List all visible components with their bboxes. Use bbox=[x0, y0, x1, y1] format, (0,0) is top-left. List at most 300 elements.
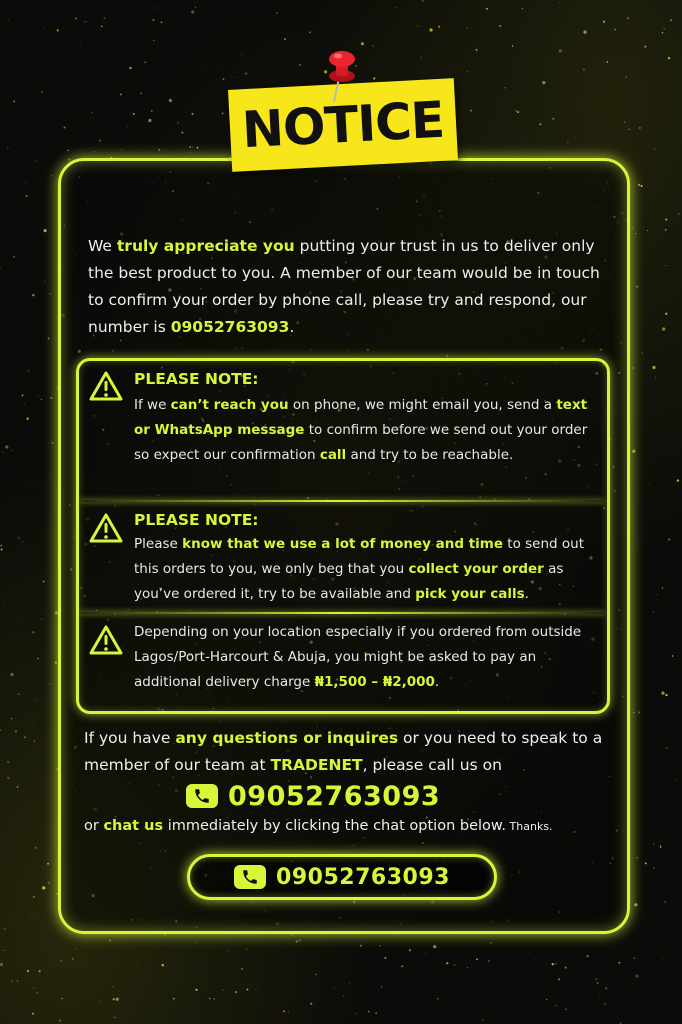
sparkle-dot bbox=[222, 113, 223, 114]
sparkle-dot bbox=[583, 68, 585, 70]
sparkle-dot bbox=[241, 54, 242, 55]
sparkle-dot bbox=[653, 844, 655, 846]
sparkle-dot bbox=[636, 857, 638, 859]
sparkle-dot bbox=[653, 611, 654, 612]
sparkle-dot bbox=[169, 99, 172, 102]
sparkle-dot bbox=[241, 968, 243, 970]
sparkle-dot bbox=[437, 998, 439, 1000]
sparkle-dot bbox=[41, 399, 43, 401]
sparkle-dot bbox=[639, 58, 640, 59]
sparkle-dot bbox=[627, 17, 629, 19]
sparkle-dot bbox=[678, 213, 680, 215]
call-button[interactable] bbox=[187, 854, 497, 900]
sparkle-dot bbox=[227, 950, 228, 951]
sparkle-dot bbox=[558, 978, 560, 980]
phone-icon bbox=[234, 865, 266, 889]
sparkle-dot bbox=[0, 544, 2, 546]
sparkle-dot bbox=[425, 953, 426, 954]
sparkle-dot bbox=[599, 996, 600, 997]
sparkle-dot bbox=[237, 77, 238, 78]
sparkle-dot bbox=[8, 20, 9, 21]
warning-icon bbox=[88, 370, 124, 402]
sparkle-dot bbox=[467, 967, 468, 968]
sparkle-dot bbox=[1, 548, 3, 550]
sparkle-dot bbox=[596, 978, 598, 980]
sparkle-dot bbox=[504, 87, 506, 89]
sparkle-dot bbox=[37, 658, 38, 659]
sparkle-dot bbox=[55, 662, 57, 664]
sparkle-dot bbox=[666, 747, 668, 749]
sparkle-dot bbox=[181, 132, 183, 134]
sparkle-dot bbox=[4, 928, 6, 930]
sparkle-dot bbox=[0, 730, 1, 732]
sparkle-dot bbox=[109, 939, 111, 941]
sparkle-dot bbox=[48, 337, 50, 339]
intro-paragraph: We truly appreciate you putting your trust in us to deliver only the best product to you. A member of our team would be in touch to confirm your order by phone call, please try and respond, our number is 09052763093. bbox=[88, 237, 600, 336]
sparkle-dot bbox=[634, 903, 637, 906]
sparkle-dot bbox=[18, 537, 19, 538]
sparkle-dot bbox=[112, 986, 114, 988]
sparkle-dot bbox=[368, 1011, 370, 1013]
note-body: If we can’t reach you on phone, we might email you, send a text or WhatsApp message to confirm before we send out your order so expect our confirmation call and try to be reachable. bbox=[134, 397, 588, 463]
sparkle-dot bbox=[195, 941, 197, 943]
sparkle-dot bbox=[355, 1013, 356, 1014]
sparkle-dot bbox=[214, 998, 215, 999]
note-body: Depending on your location especially if you ordered from outside Lagos/Port-Harcourt & Abuja, you might be asked to pay an additional delivery charge ₦1,500 – ₦2,000. bbox=[134, 624, 582, 690]
sparkle-dot bbox=[660, 846, 662, 848]
sparkle-dot bbox=[430, 28, 433, 31]
sparkle-dot bbox=[299, 64, 301, 66]
sparkle-dot bbox=[644, 46, 646, 48]
sparkle-dot bbox=[7, 761, 8, 762]
sparkle-dot bbox=[315, 80, 316, 81]
sparkle-dot bbox=[604, 1003, 606, 1005]
sparkle-dot bbox=[25, 182, 26, 183]
sparkle-dot bbox=[508, 77, 509, 78]
sparkle-dot bbox=[59, 1020, 61, 1022]
call-phone-link[interactable] bbox=[186, 778, 440, 814]
sparkle-dot bbox=[34, 723, 35, 724]
sparkle-dot bbox=[556, 1005, 557, 1006]
sparkle-dot bbox=[499, 25, 501, 27]
sparkle-dot bbox=[38, 970, 40, 972]
sparkle-dot bbox=[31, 828, 32, 829]
sparkle-dot bbox=[298, 939, 300, 941]
sparkle-dot bbox=[546, 999, 547, 1000]
sparkle-dot bbox=[475, 952, 476, 953]
sparkle-dot bbox=[396, 7, 397, 8]
sparkle-dot bbox=[178, 122, 179, 123]
sparkle-dot bbox=[635, 975, 638, 978]
sparkle-dot bbox=[49, 293, 50, 294]
sparkle-dot bbox=[373, 77, 375, 79]
sparkle-dot bbox=[103, 17, 105, 19]
sparkle-dot bbox=[191, 113, 193, 115]
sparkle-dot bbox=[676, 780, 677, 781]
sparkle-dot bbox=[517, 111, 519, 113]
sparkle-dot bbox=[7, 147, 9, 149]
sparkle-dot bbox=[44, 280, 45, 281]
sparkle-dot bbox=[235, 991, 237, 993]
sparkle-dot bbox=[567, 142, 568, 143]
sparkle-dot bbox=[15, 730, 17, 732]
sparkle-dot bbox=[587, 955, 589, 957]
sparkle-dot bbox=[31, 487, 32, 488]
sparkle-dot bbox=[379, 945, 381, 947]
sparkle-dot bbox=[245, 72, 247, 74]
sparkle-dot bbox=[665, 229, 667, 231]
sparkle-dot bbox=[92, 112, 93, 113]
sparkle-dot bbox=[315, 974, 316, 975]
sparkle-dot bbox=[665, 901, 666, 902]
sparkle-dot bbox=[195, 7, 196, 8]
sparkle-dot bbox=[288, 1011, 289, 1012]
sparkle-dot bbox=[641, 185, 643, 187]
sparkle-dot bbox=[57, 29, 59, 31]
sparkle-dot bbox=[28, 370, 30, 372]
sparkle-dot bbox=[627, 967, 628, 968]
sparkle-dot bbox=[565, 1009, 566, 1010]
sparkle-dot bbox=[552, 118, 554, 120]
sparkle-dot bbox=[144, 61, 146, 63]
sparkle-dot bbox=[375, 1012, 377, 1014]
sparkle-dot bbox=[618, 962, 620, 964]
sparkle-dot bbox=[661, 818, 662, 819]
sparkle-dot bbox=[50, 397, 52, 399]
sparkle-dot bbox=[26, 195, 28, 197]
sparkle-dot bbox=[284, 38, 286, 40]
sparkle-dot bbox=[44, 27, 45, 28]
sparkle-dot bbox=[136, 960, 137, 961]
sparkle-dot bbox=[668, 57, 670, 59]
sparkle-dot bbox=[26, 418, 28, 420]
sparkle-dot bbox=[349, 983, 350, 984]
sparkle-dot bbox=[635, 233, 636, 234]
sparkle-dot bbox=[512, 45, 513, 46]
sparkle-dot bbox=[476, 49, 478, 51]
sparkle-dot bbox=[446, 962, 448, 964]
sparkle-dot bbox=[476, 958, 478, 960]
sparkle-dot bbox=[34, 847, 36, 849]
sparkle-dot bbox=[490, 942, 492, 944]
sparkle-dot bbox=[661, 692, 664, 695]
sparkle-dot bbox=[0, 963, 3, 966]
sparkle-dot bbox=[417, 25, 418, 26]
sparkle-dot bbox=[72, 958, 74, 960]
notice-title: NOTICE bbox=[240, 90, 446, 160]
sparkle-dot bbox=[222, 989, 224, 991]
sparkle-dot bbox=[597, 982, 599, 984]
note-title: PLEASE NOTE: bbox=[134, 511, 259, 529]
note-body: Please know that we use a lot of money and time to send out this orders to you, we only beg that you collect your order as you’ve ordered it, try to be available and pick your calls. bbox=[134, 536, 585, 602]
sparkle-dot bbox=[298, 990, 299, 991]
sparkle-dot bbox=[223, 78, 225, 80]
sparkle-dot bbox=[127, 126, 128, 127]
note-title: PLEASE NOTE: bbox=[134, 370, 259, 388]
sparkle-dot bbox=[401, 965, 403, 967]
sparkle-dot bbox=[614, 29, 616, 31]
warning-icon bbox=[88, 512, 124, 544]
sparkle-dot bbox=[161, 21, 163, 23]
sparkle-dot bbox=[638, 184, 640, 186]
sparkle-dot bbox=[2, 452, 3, 453]
sparkle-dot bbox=[99, 140, 101, 142]
sparkle-dot bbox=[663, 28, 665, 30]
sparkle-dot bbox=[672, 655, 674, 657]
sparkle-dot bbox=[284, 986, 285, 987]
sparkle-dot bbox=[13, 256, 15, 258]
sparkle-dot bbox=[665, 219, 667, 221]
sparkle-dot bbox=[482, 1019, 484, 1021]
sparkle-dot bbox=[632, 450, 635, 453]
sparkle-dot bbox=[3, 602, 4, 603]
sparkle-dot bbox=[639, 127, 641, 129]
sparkle-dot bbox=[652, 914, 653, 915]
sparkle-dot bbox=[94, 151, 95, 152]
sparkle-dot bbox=[652, 366, 655, 369]
sparkle-dot bbox=[41, 619, 42, 620]
sparkle-dot bbox=[381, 986, 382, 987]
intro-phone-number[interactable]: 09052763093 bbox=[170, 318, 290, 336]
notes-divider bbox=[80, 612, 604, 614]
sparkle-dot bbox=[662, 587, 664, 589]
sparkle-dot bbox=[49, 683, 51, 685]
sparkle-dot bbox=[24, 404, 25, 405]
sparkle-dot bbox=[679, 887, 680, 888]
sparkle-dot bbox=[656, 594, 657, 595]
sparkle-dot bbox=[641, 352, 643, 354]
sparkle-dot bbox=[11, 718, 12, 719]
call-button-label: 09052763093 bbox=[276, 864, 450, 890]
sparkle-dot bbox=[189, 146, 191, 148]
pushpin-icon bbox=[322, 48, 362, 108]
sparkle-dot bbox=[256, 990, 257, 991]
sparkle-dot bbox=[3, 241, 4, 242]
sparkle-dot bbox=[360, 945, 362, 947]
sparkle-dot bbox=[114, 1016, 116, 1018]
sparkle-dot bbox=[33, 896, 35, 898]
sparkle-dot bbox=[677, 479, 679, 481]
sparkle-dot bbox=[7, 777, 9, 779]
sparkle-dot bbox=[0, 267, 1, 268]
sparkle-dot bbox=[653, 867, 654, 868]
sparkle-dot bbox=[421, 57, 422, 58]
sparkle-dot bbox=[323, 968, 324, 969]
sparkle-dot bbox=[192, 146, 193, 147]
sparkle-dot bbox=[17, 980, 18, 981]
sparkle-dot bbox=[148, 119, 151, 122]
sparkle-dot bbox=[631, 228, 633, 230]
sparkle-dot bbox=[209, 998, 210, 999]
sparkle-dot bbox=[662, 327, 665, 330]
sparkle-dot bbox=[665, 695, 666, 696]
sparkle-dot bbox=[660, 845, 661, 846]
sparkle-dot bbox=[116, 998, 119, 1001]
sparkle-dot bbox=[522, 141, 523, 142]
sparkle-dot bbox=[662, 32, 664, 34]
sparkle-dot bbox=[190, 152, 191, 153]
sparkle-dot bbox=[60, 960, 62, 962]
sparkle-dot bbox=[288, 996, 289, 997]
sparkle-dot bbox=[38, 395, 39, 396]
sparkle-dot bbox=[41, 91, 43, 93]
sparkle-dot bbox=[63, 126, 65, 128]
sparkle-dot bbox=[296, 940, 298, 942]
sparkle-dot bbox=[37, 699, 38, 700]
sparkle-dot bbox=[466, 27, 468, 29]
sparkle-dot bbox=[438, 26, 440, 28]
sparkle-dot bbox=[647, 230, 648, 231]
chat-instructions: or chat us immediately by clicking the chat option below. Thanks. bbox=[84, 818, 553, 834]
sparkle-dot bbox=[310, 1003, 312, 1005]
sparkle-dot bbox=[99, 1001, 100, 1002]
sparkle-dot bbox=[12, 980, 14, 982]
sparkle-dot bbox=[333, 988, 334, 989]
sparkle-dot bbox=[670, 19, 672, 21]
sparkle-dot bbox=[649, 484, 650, 485]
sparkle-dot bbox=[11, 450, 12, 451]
sparkle-dot bbox=[634, 957, 636, 959]
sparkle-dot bbox=[48, 882, 50, 884]
sparkle-dot bbox=[632, 367, 634, 369]
sparkle-dot bbox=[409, 949, 411, 951]
sparkle-dot bbox=[372, 46, 373, 47]
sparkle-dot bbox=[343, 995, 344, 996]
notes-divider bbox=[80, 500, 604, 502]
phone-icon bbox=[186, 784, 218, 808]
sparkle-dot bbox=[583, 30, 586, 33]
sparkle-dot bbox=[86, 21, 87, 22]
sparkle-dot bbox=[470, 110, 472, 112]
sparkle-dot bbox=[486, 8, 488, 10]
sparkle-dot bbox=[361, 42, 364, 45]
sparkle-dot bbox=[677, 1009, 678, 1010]
phone-number: 09052763093 bbox=[228, 780, 441, 812]
sparkle-dot bbox=[68, 158, 70, 160]
sparkle-dot bbox=[522, 8, 523, 9]
sparkle-dot bbox=[645, 862, 647, 864]
sparkle-dot bbox=[654, 149, 655, 150]
sparkle-dot bbox=[246, 989, 248, 991]
sparkle-dot bbox=[624, 122, 625, 123]
sparkle-dot bbox=[206, 48, 207, 49]
sparkle-dot bbox=[67, 150, 68, 151]
sparkle-dot bbox=[121, 149, 122, 150]
sparkle-dot bbox=[43, 580, 45, 582]
sparkle-dot bbox=[17, 786, 19, 788]
sparkle-dot bbox=[552, 963, 554, 965]
sparkle-dot bbox=[113, 998, 115, 1000]
sparkle-dot bbox=[34, 741, 35, 742]
sparkle-dot bbox=[555, 963, 557, 965]
sparkle-dot bbox=[655, 377, 657, 379]
sparkle-dot bbox=[31, 919, 32, 920]
sparkle-dot bbox=[665, 694, 667, 696]
sparkle-dot bbox=[30, 450, 31, 451]
sparkle-dot bbox=[603, 21, 605, 23]
sparkle-dot bbox=[529, 952, 530, 953]
sparkle-dot bbox=[499, 45, 500, 46]
sparkle-dot bbox=[152, 19, 154, 21]
sparkle-dot bbox=[80, 42, 81, 43]
sparkle-dot bbox=[24, 736, 26, 738]
sparkle-dot bbox=[433, 945, 436, 948]
sparkle-dot bbox=[629, 129, 630, 130]
outro-paragraph: If you have any questions or inquires or you need to speak to a member of our team at TRADENET, please call us on bbox=[84, 729, 603, 774]
sparkle-dot bbox=[47, 863, 49, 865]
sparkle-dot bbox=[13, 100, 15, 102]
sparkle-dot bbox=[422, 0, 423, 1]
sparkle-dot bbox=[162, 964, 164, 966]
sparkle-dot bbox=[22, 394, 24, 396]
sparkle-dot bbox=[32, 1013, 34, 1015]
sparkle-dot bbox=[515, 110, 517, 112]
sparkle-dot bbox=[384, 957, 386, 959]
sparkle-dot bbox=[101, 25, 103, 27]
sparkle-dot bbox=[173, 998, 175, 1000]
sparkle-dot bbox=[542, 81, 545, 84]
sparkle-dot bbox=[539, 123, 541, 125]
sparkle-dot bbox=[151, 110, 153, 112]
sparkle-dot bbox=[638, 711, 640, 713]
sparkle-dot bbox=[450, 67, 451, 68]
sparkle-dot bbox=[197, 147, 199, 149]
sparkle-dot bbox=[33, 987, 34, 988]
sparkle-dot bbox=[607, 61, 609, 63]
sparkle-dot bbox=[84, 21, 86, 23]
sparkle-dot bbox=[205, 64, 206, 65]
sparkle-dot bbox=[4, 950, 5, 951]
sparkle-dot bbox=[32, 294, 34, 296]
sparkle-dot bbox=[605, 987, 607, 989]
sparkle-dot bbox=[36, 992, 38, 994]
sparkle-dot bbox=[75, 948, 76, 949]
sparkle-dot bbox=[5, 445, 8, 448]
sparkle-dot bbox=[565, 967, 567, 969]
sparkle-dot bbox=[630, 525, 631, 526]
sparkle-dot bbox=[120, 93, 122, 95]
sparkle-dot bbox=[246, 949, 247, 950]
sparkle-dot bbox=[488, 960, 490, 962]
sparkle-dot bbox=[51, 442, 53, 444]
sparkle-dot bbox=[129, 67, 131, 69]
sparkle-dot bbox=[636, 285, 638, 287]
sparkle-dot bbox=[158, 149, 160, 151]
sparkle-dot bbox=[36, 160, 38, 162]
sparkle-dot bbox=[633, 712, 635, 714]
sparkle-dot bbox=[559, 2, 560, 3]
sparkle-dot bbox=[18, 693, 19, 694]
sparkle-dot bbox=[21, 618, 22, 619]
sparkle-dot bbox=[22, 541, 24, 543]
sparkle-dot bbox=[276, 12, 278, 14]
sparkle-dot bbox=[51, 175, 52, 176]
sparkle-dot bbox=[156, 7, 157, 8]
sparkle-dot bbox=[32, 631, 34, 633]
sparkle-dot bbox=[542, 1014, 543, 1015]
sparkle-dot bbox=[44, 229, 47, 232]
sparkle-dot bbox=[469, 149, 470, 150]
sparkle-dot bbox=[179, 941, 180, 942]
sparkle-dot bbox=[309, 31, 311, 33]
sparkle-dot bbox=[75, 18, 77, 20]
sparkle-dot bbox=[654, 239, 655, 240]
sparkle-dot bbox=[195, 989, 197, 991]
sparkle-dot bbox=[666, 265, 667, 266]
sparkle-dot bbox=[283, 1010, 285, 1012]
sparkle-dot bbox=[625, 76, 627, 78]
sparkle-dot bbox=[668, 538, 670, 540]
